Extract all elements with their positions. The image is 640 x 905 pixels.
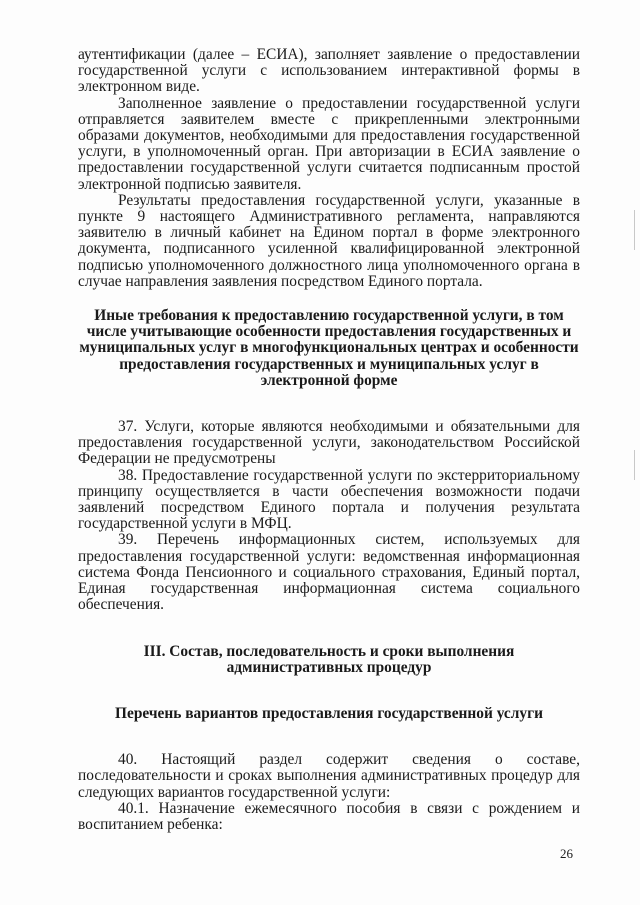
chapter-heading-III: III. Состав, последовательность и сроки выполнения административных процедур — [143, 642, 515, 676]
section-heading-variants: Перечень вариантов предоставления государственной услуги — [115, 704, 543, 722]
paragraph-submitted-application: Заполненное заявление о предоставлении государственной услуги отправляется заявителем вместе с прикрепленными электронными образами документов, необходимыми для предоставления государственной услуги, в уполномоченный орган. При авторизации в ЕСИА заявление о предоставлении государственной услуги считается подписанным простой электронной подписью заявителя. — [78, 94, 580, 193]
section-heading-other-requirements: Иные требования к предоставлению государственной услуги, в том числе учитывающие особенности предоставления государственных и муниципальных услуг в многофункциональных центрах и особенности предоставления государственных и муниципальных услуг в электронной форме — [79, 307, 579, 389]
paragraph-esia-continuation: аутентификации (далее – ЕСИА), заполняет заявление о предоставлении государственной услуги с использованием интерактивной формы в электронном виде. — [78, 46, 580, 96]
paragraph-40-1: 40.1. Назначение ежемесячного пособия в связи с рождением и воспитанием ребенка: — [78, 799, 580, 833]
page-number: 26 — [560, 846, 573, 861]
scan-edge-mark — [634, 210, 635, 250]
paragraph-38: 38. Предоставление государственной услуги по экстерриториальному принципу осуществляется в части обеспечения возможности подачи заявлений посредством Единого портала и получения результата государственной услуги в МФЦ. — [78, 466, 580, 533]
page-body — [78, 47, 580, 833]
paragraph-results: Результаты предоставления государственной услуги, указанные в пункте 9 настоящего Административного регламента, направляются заявителю в личный кабинет на Едином портал в форме электронного документа, подписанного усиленной квалифицированной электронной подписью уполномоченного должностного лица уполномоченного органа в случае направления заявления посредством Единого портала. — [78, 191, 580, 290]
scan-edge-mark — [634, 450, 635, 480]
paragraph-39: 39. Перечень информационных систем, используемых для предоставления государственной услуги: ведомственная информационная система Фонда Пенсионного и социального страхования, Единый портал, Единая государственная информационная система социального обеспечения. — [78, 531, 580, 614]
paragraph-40: 40. Настоящий раздел содержит сведения о составе, последовательности и сроках выполнения административных процедур для следующих вариантов государственной услуги: — [78, 751, 580, 801]
paragraph-37: 37. Услуги, которые являются необходимыми и обязательными для предоставления государственной услуги, законодательством Российской Федерации не предусмотрены — [78, 418, 580, 468]
